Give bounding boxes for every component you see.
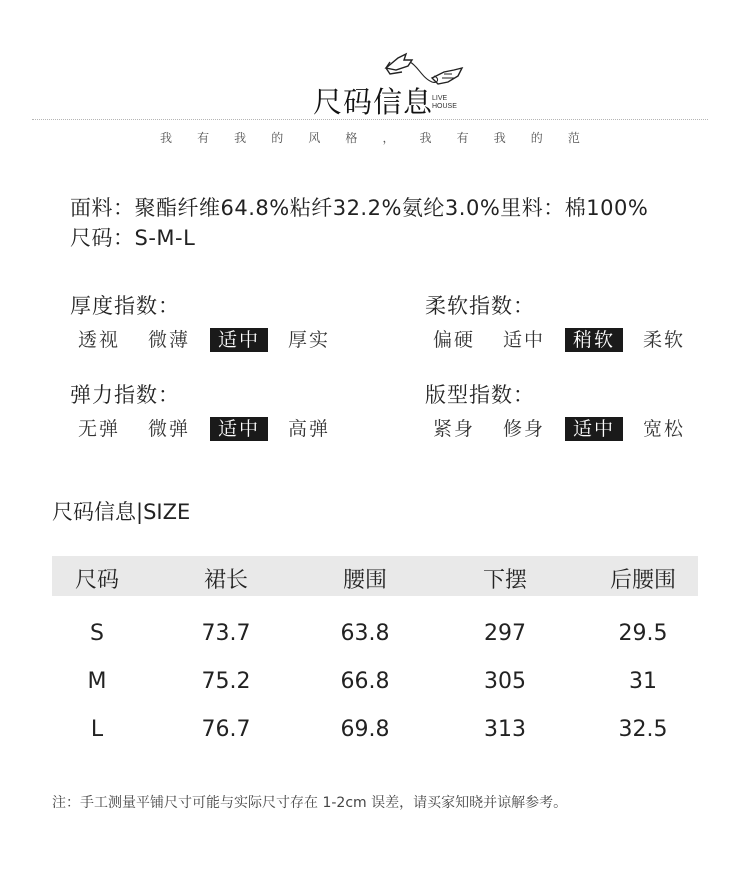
table-cell: 305 bbox=[484, 669, 526, 694]
elasticity-option: 微弹 bbox=[147, 418, 190, 440]
fit-index-title: 版型指数： bbox=[425, 383, 535, 407]
slogan-char: 格 bbox=[345, 131, 358, 145]
fit-option: 修身 bbox=[502, 418, 545, 440]
fabric-composition: 面料：聚酯纤维64.8%粘纤32.2%氨纶3.0%里料：棉100% bbox=[70, 196, 649, 220]
slogan-char: 我 bbox=[160, 131, 173, 145]
softness-option: 偏硬 bbox=[432, 329, 475, 351]
thickness-option-selected: 适中 bbox=[210, 328, 268, 352]
thickness-option: 微薄 bbox=[147, 329, 190, 351]
slogan-char: 我 bbox=[419, 131, 432, 145]
slogan-char: 的 bbox=[530, 131, 543, 145]
softness-index bbox=[425, 290, 705, 352]
measurement-note: 注：手工测量平铺尺寸可能与实际尺寸存在 1-2cm 误差，请买家知晓并谅解参考。 bbox=[52, 795, 568, 811]
table-cell: 75.2 bbox=[201, 669, 251, 694]
fit-index bbox=[425, 379, 705, 441]
column-header: 裙长 bbox=[203, 568, 248, 593]
slogan-char: 的 bbox=[271, 131, 284, 145]
header-divider bbox=[32, 119, 708, 120]
softness-index-title: 柔软指数： bbox=[425, 294, 535, 318]
softness-option: 适中 bbox=[502, 329, 545, 351]
thickness-option: 透视 bbox=[77, 329, 120, 351]
column-header: 尺码 bbox=[74, 568, 119, 593]
slogan-char: 我 bbox=[493, 131, 506, 145]
size-section-heading: 尺码信息|SIZE bbox=[52, 500, 191, 524]
fit-option: 宽松 bbox=[642, 418, 685, 440]
slogan-char: 范 bbox=[567, 131, 580, 145]
softness-option-selected: 稍软 bbox=[565, 328, 623, 352]
fit-option: 紧身 bbox=[432, 418, 475, 440]
logo-subtext bbox=[432, 95, 457, 111]
table-cell: 29.5 bbox=[618, 621, 668, 646]
softness-option: 柔软 bbox=[642, 329, 685, 351]
fit-option-selected: 适中 bbox=[565, 417, 623, 441]
slogan-char: 有 bbox=[197, 131, 210, 145]
slogan-char: 有 bbox=[456, 131, 469, 145]
elasticity-index-title: 弹力指数： bbox=[70, 383, 180, 407]
table-cell: M bbox=[87, 669, 107, 694]
table-cell: L bbox=[90, 717, 104, 742]
table-cell: 66.8 bbox=[340, 669, 390, 694]
table-cell: 76.7 bbox=[201, 717, 251, 742]
page-title: 尺码信息 bbox=[313, 85, 434, 119]
table-cell: 297 bbox=[484, 621, 526, 646]
table-cell: 31 bbox=[629, 669, 657, 694]
table-cell: 32.5 bbox=[618, 717, 668, 742]
elasticity-option: 高弹 bbox=[287, 418, 330, 440]
size-range: 尺码：S-M-L bbox=[70, 226, 196, 250]
table-cell: 63.8 bbox=[340, 621, 390, 646]
thickness-options bbox=[70, 328, 350, 352]
elasticity-option-selected: 适中 bbox=[210, 417, 268, 441]
thickness-index-title: 厚度指数： bbox=[70, 294, 180, 318]
thickness-index bbox=[70, 290, 350, 352]
fit-options bbox=[425, 417, 705, 441]
hands-logo-icon bbox=[382, 48, 466, 98]
slogan-char: 我 bbox=[234, 131, 247, 145]
table-cell: 73.7 bbox=[201, 621, 251, 646]
column-header: 下摆 bbox=[482, 568, 527, 593]
column-header: 腰围 bbox=[342, 568, 387, 593]
elasticity-option: 无弹 bbox=[77, 418, 120, 440]
column-header: 后腰围 bbox=[609, 568, 676, 593]
elasticity-index bbox=[70, 379, 350, 441]
elasticity-options bbox=[70, 417, 350, 441]
slogan-char: 风 bbox=[308, 131, 321, 145]
logo-sub-house: HOUSE bbox=[432, 103, 457, 110]
slogan-char: ， bbox=[382, 131, 395, 145]
table-cell: 313 bbox=[484, 717, 526, 742]
thickness-option: 厚实 bbox=[287, 329, 330, 351]
table-cell: S bbox=[90, 621, 104, 646]
slogan bbox=[160, 129, 580, 146]
logo-sub-live: LIVE bbox=[432, 95, 448, 102]
table-cell: 69.8 bbox=[340, 717, 390, 742]
softness-options bbox=[425, 328, 705, 352]
